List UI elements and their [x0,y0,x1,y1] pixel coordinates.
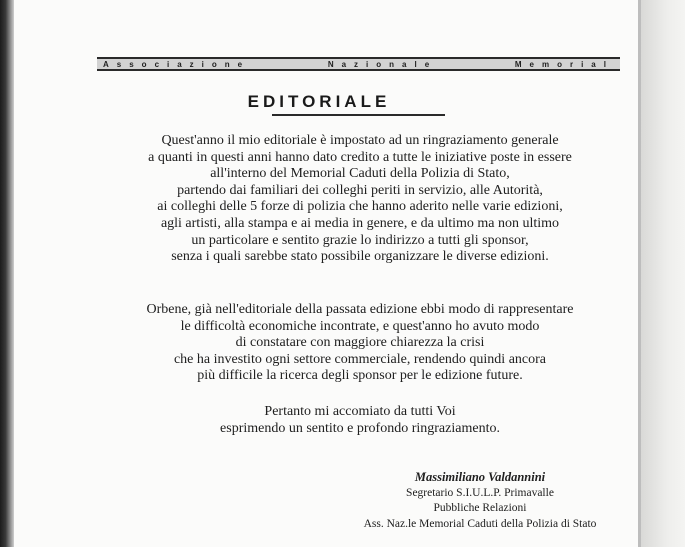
text-line: più difficile la ricerca degli sponsor per le edizione future. [197,368,523,384]
page-title: EDITORIALE [247,92,391,111]
paragraph-3 [60,404,660,437]
header-word-memorial: Memorial [514,59,614,69]
text-line: Orbene, già nell'editoriale della passata edizione ebbi modo di rappresentare [146,302,574,317]
header-word-nazionale: Nazionale [327,59,438,69]
text-line: ai colleghi delle 5 forze di polizia che hanno aderito nelle varie edizioni, [157,199,563,215]
signature-name: Massimiliano Valdannini [414,470,546,484]
text-line: partendo dai familiari dei colleghi periti in servizio, alle Autorità, [177,182,543,198]
text-line: Pertanto mi accomiato da tutti Voi [264,404,456,419]
title-underline [272,114,445,116]
page-left-edge-shadow [0,0,14,547]
header-band [97,57,620,71]
text-line: le difficoltà economiche incontrate, e quest'anno ho avuto modo [180,318,540,334]
text-line: un particolare e sentito grazie lo indirizzo a tutti gli sponsor, [191,232,529,248]
text-line: esprimendo un sentito e profondo ringraziamento. [220,420,500,436]
signature-role: Segretario S.I.U.L.P. Primavalle [406,486,554,499]
text-line: agli artisti, alla stampa e ai media in genere, e da ultimo ma non ultimo [160,215,560,231]
signature-role: Pubbliche Relazioni [433,502,527,514]
signature-organization: Ass. Naz.le Memorial Caduti della Polizia di Stato [363,517,597,530]
text-line: a quanti in questi anni hanno dato credito a tutte le iniziative poste in essere [148,149,572,165]
text-line: senza i quali sarebbe stato possibile organizzare le diverse edizioni. [171,249,549,265]
facing-page [641,0,685,547]
text-line: Quest'anno il mio editoriale è impostato ad un ringraziamento generale [161,133,559,148]
paragraph-1 [60,133,660,266]
signature-block [300,470,660,532]
header-word-associazione: Associazione [103,59,251,69]
text-line: di constatare con maggiore chiarezza la crisi [235,335,485,351]
paragraph-2 [60,302,660,385]
text-line: all'interno del Memorial Caduti della Polizia di Stato, [210,166,510,182]
text-line: che ha investito ogni settore commerciale, rendendo quindi ancora [173,351,547,367]
